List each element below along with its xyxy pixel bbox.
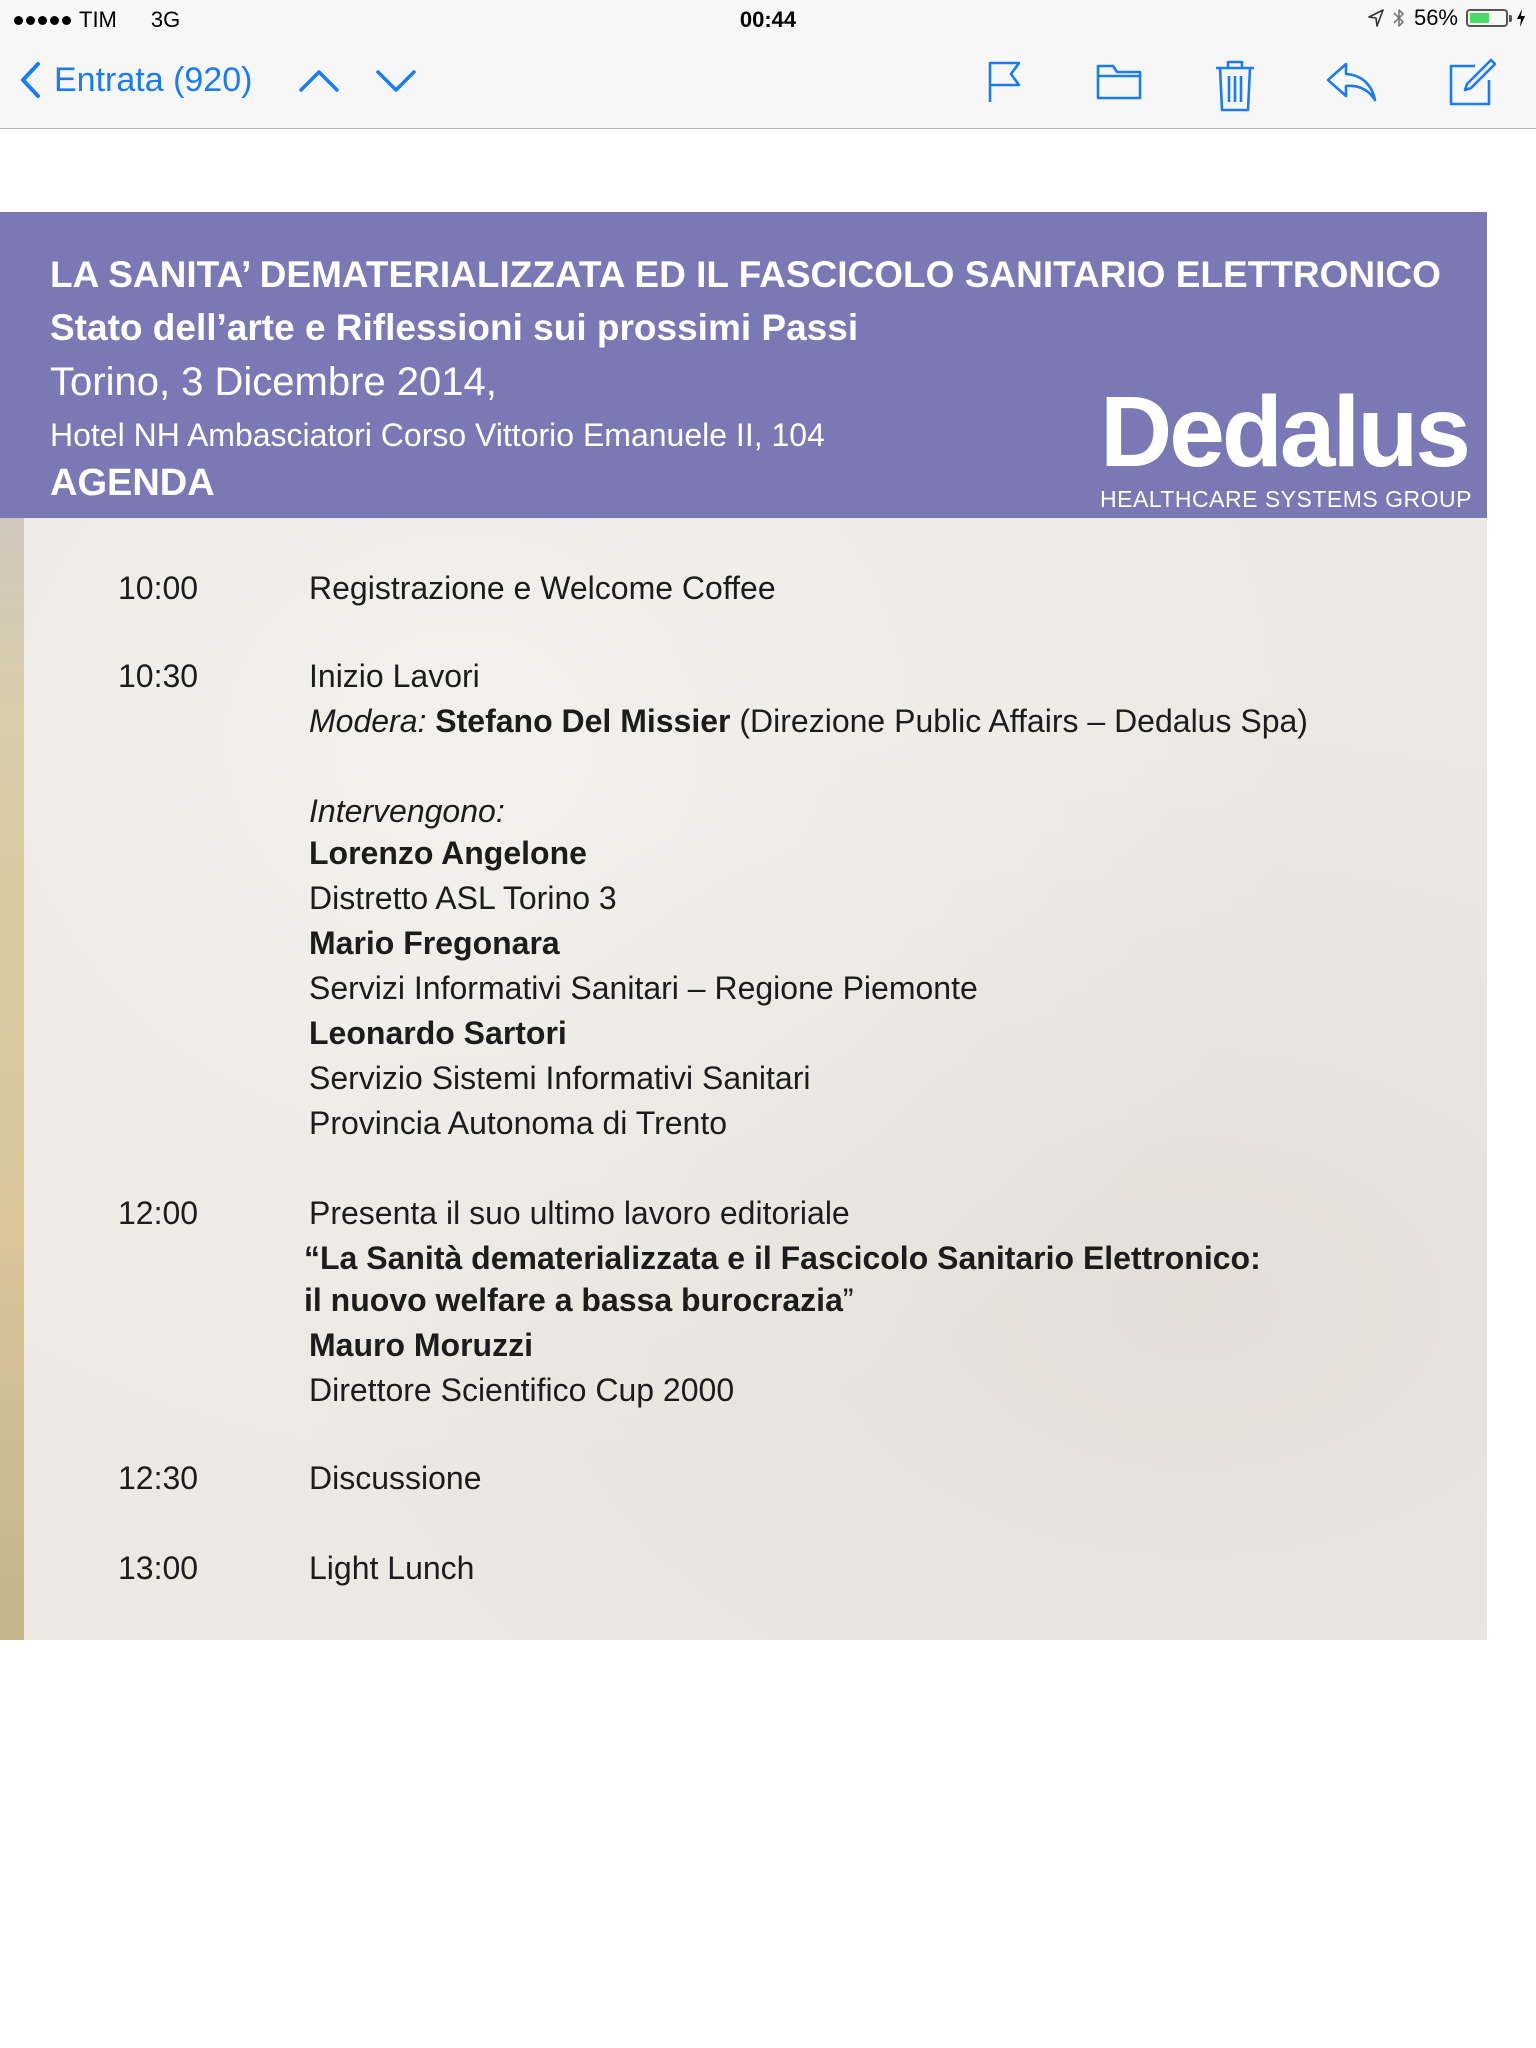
back-button-label: Entrata (920) — [54, 60, 253, 99]
event-subtitle: Stato dell’arte e Riflessioni sui prossimi Passi — [50, 307, 859, 348]
reply-button[interactable] — [1324, 58, 1378, 106]
status-right — [1368, 5, 1526, 31]
bluetooth-icon — [1392, 7, 1406, 29]
chevron-left-icon — [18, 60, 44, 100]
agenda-item-title: Inizio Lavori — [309, 658, 480, 694]
flag-button[interactable] — [985, 58, 1025, 106]
moderator-label: Modera: — [309, 703, 427, 739]
agenda-time: 12:30 — [118, 1460, 199, 1496]
logo-tagline: HEALTHCARE SYSTEMS GROUP — [1100, 486, 1472, 512]
trash-icon — [1213, 58, 1257, 114]
status-bar — [0, 0, 1536, 40]
folder-icon — [1095, 58, 1143, 106]
battery-icon — [1466, 9, 1508, 27]
dedalus-logo — [1100, 376, 1472, 512]
moderator-name: Stefano Del Missier — [435, 703, 731, 739]
agenda-time: 10:00 — [118, 570, 199, 606]
logo-wordmark: Dedalus — [1100, 376, 1469, 488]
agenda-item-title: Discussione — [309, 1460, 482, 1496]
speaker-name: Leonardo Sartori — [309, 1015, 567, 1051]
charging-icon — [1516, 9, 1526, 27]
agenda-item-title: Light Lunch — [309, 1550, 475, 1586]
event-venue: Hotel NH Ambasciatori Corso Vittorio Emanuele II, 104 — [50, 417, 825, 453]
mail-toolbar — [0, 40, 1536, 129]
author-role: Direttore Scientifico Cup 2000 — [309, 1372, 735, 1408]
compose-icon — [1447, 58, 1497, 108]
compose-button[interactable] — [1447, 58, 1497, 108]
status-time: 00:44 — [739, 7, 797, 32]
book-title-continued — [304, 1282, 854, 1319]
previous-message-button[interactable] — [296, 58, 342, 104]
next-message-button[interactable] — [373, 58, 419, 104]
location-icon — [1368, 9, 1384, 27]
agenda-time: 13:00 — [118, 1550, 199, 1586]
agenda-image — [0, 212, 1487, 1640]
move-to-folder-button[interactable] — [1095, 58, 1143, 106]
document-header — [0, 212, 1487, 518]
book-title-close-quote: ” — [842, 1282, 854, 1318]
moderator-role: (Direzione Public Affairs – Dedalus Spa) — [739, 703, 1308, 739]
speaker-name: Mario Fregonara — [309, 925, 560, 961]
speaker-affiliation: Servizio Sistemi Informativi Sanitari — [309, 1060, 811, 1096]
chevron-down-icon — [373, 58, 419, 104]
agenda-item-title: Registrazione e Welcome Coffee — [309, 570, 776, 606]
book-title: “La Sanità dematerializzata e il Fascicolo Sanitario Elettronico: — [304, 1240, 1261, 1276]
flag-icon — [985, 58, 1025, 106]
carrier-name: TIM — [79, 7, 117, 32]
agenda-item-title: Presenta il suo ultimo lavoro editoriale — [309, 1195, 850, 1231]
speaker-affiliation: Distretto ASL Torino 3 — [309, 880, 617, 916]
battery-percent: 56% — [1413, 5, 1458, 30]
event-date: Torino, 3 Dicembre 2014, — [50, 360, 497, 404]
author-name: Mauro Moruzzi — [309, 1327, 533, 1363]
speaker-affiliation: Provincia Autonoma di Trento — [309, 1105, 728, 1141]
chevron-up-icon — [296, 58, 342, 104]
speakers-label: Intervengono: — [309, 793, 505, 829]
back-button[interactable] — [18, 60, 252, 100]
moderator-line — [309, 703, 1308, 740]
speaker-affiliation: Servizi Informativi Sanitari – Regione Piemonte — [309, 970, 978, 1006]
speaker-name: Lorenzo Angelone — [309, 835, 587, 871]
network-type: 3G — [150, 7, 181, 32]
agenda-heading: AGENDA — [50, 462, 215, 504]
battery-fill — [1470, 13, 1489, 23]
event-title: LA SANITA’ DEMATERIALIZZATA ED IL FASCICOLO SANITARIO ELETTRONICO — [50, 254, 1441, 295]
reply-icon — [1324, 58, 1378, 106]
agenda-time: 10:30 — [118, 658, 199, 694]
delete-button[interactable] — [1213, 58, 1257, 114]
book-title-line: il nuovo welfare a bassa burocrazia — [304, 1282, 843, 1318]
agenda-time: 12:00 — [118, 1195, 199, 1231]
